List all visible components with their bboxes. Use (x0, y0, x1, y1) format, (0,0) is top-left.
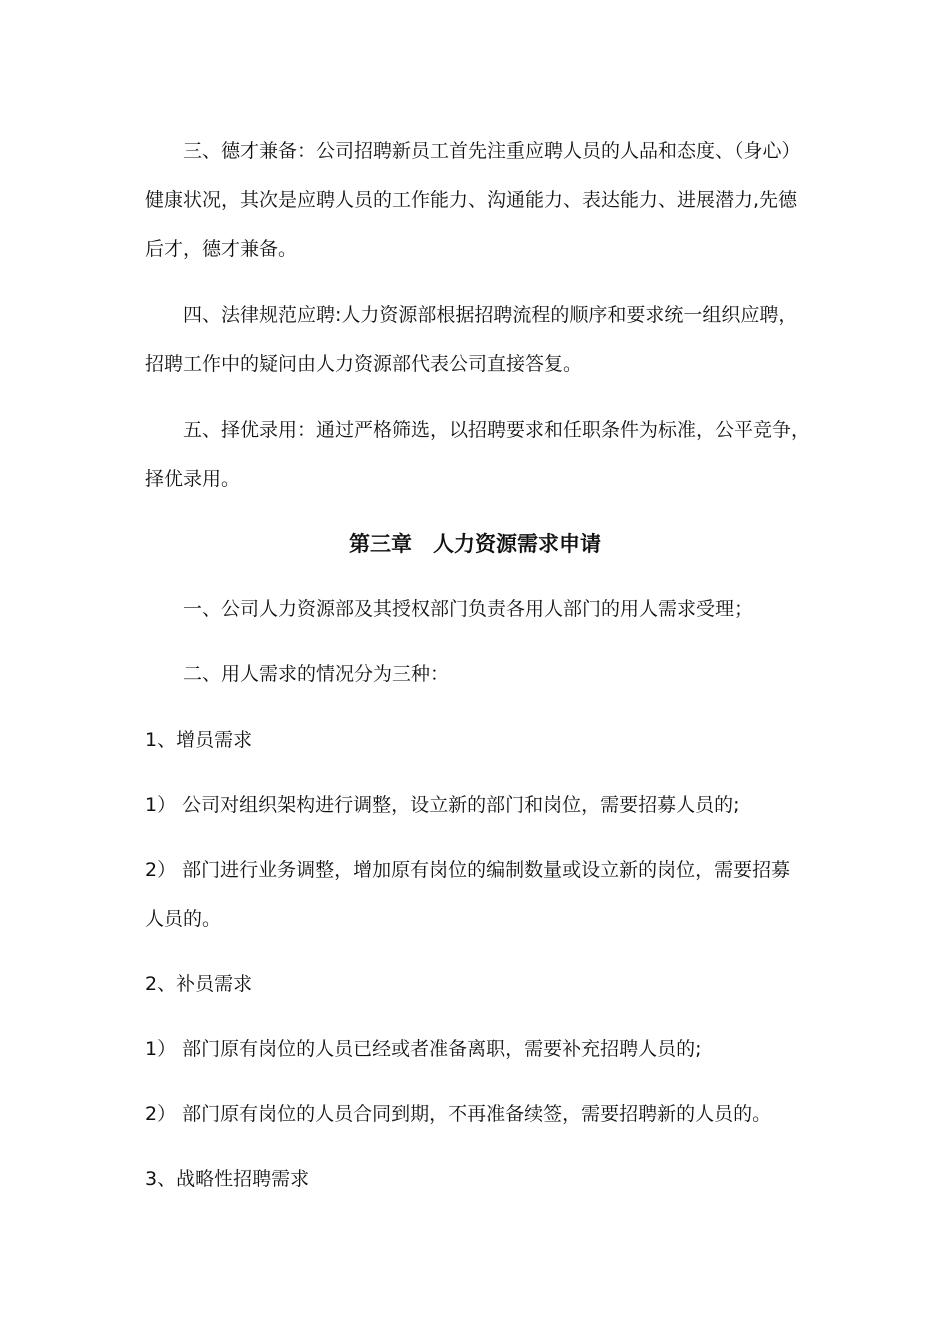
section-1-item-a: 1） 公司对组织架构进行调整，设立新的部门和岗位，需要招募人员的; (145, 794, 740, 816)
item-1: 一、公司人力资源部及其授权部门负责各用人部门的用人需求受理； (183, 598, 754, 620)
section-3-title: 3、战略性招聘需求 (145, 1168, 310, 1190)
paragraph-3-line-1: 三、德才兼备：公司招聘新员工首先注重应聘人员的人品和态度、（身心） (183, 140, 801, 162)
section-2-item-b: 2） 部门原有岗位的人员合同到期，不再准备续签，需要招聘新的人员的。 (145, 1103, 772, 1125)
section-2-item-a: 1） 部门原有岗位的人员已经或者准备离职，需要补充招聘人员的; (145, 1038, 702, 1060)
paragraph-4-line-2: 招聘工作中的疑问由人力资源部代表公司直接答复。 (145, 353, 583, 375)
section-1-item-b-line-1: 2） 部门进行业务调整，增加原有岗位的编制数量或设立新的岗位，需要招募 (145, 859, 791, 881)
chapter-heading: 第三章 人力资源需求申请 (349, 532, 601, 556)
section-1-item-b-line-2: 人员的。 (145, 908, 222, 930)
paragraph-5-line-1: 五、择优录用：通过严格筛选，以招聘要求和任职条件为标准，公平竞争， (183, 419, 811, 441)
item-2: 二、用人需求的情况分为三种： (183, 663, 450, 685)
paragraph-4-line-1: 四、法律规范应聘:人力资源部根据招聘流程的顺序和要求统一组织应聘， (183, 304, 798, 326)
paragraph-3-line-2: 健康状况，其次是应聘人员的工作能力、沟通能力、表达能力、进展潜力,先德 (145, 189, 798, 211)
paragraph-5-line-2: 择优录用。 (145, 468, 241, 490)
section-2-title: 2、补员需求 (145, 973, 253, 995)
section-1-title: 1、增员需求 (145, 729, 253, 751)
paragraph-3-line-3: 后才，德才兼备。 (145, 238, 298, 260)
